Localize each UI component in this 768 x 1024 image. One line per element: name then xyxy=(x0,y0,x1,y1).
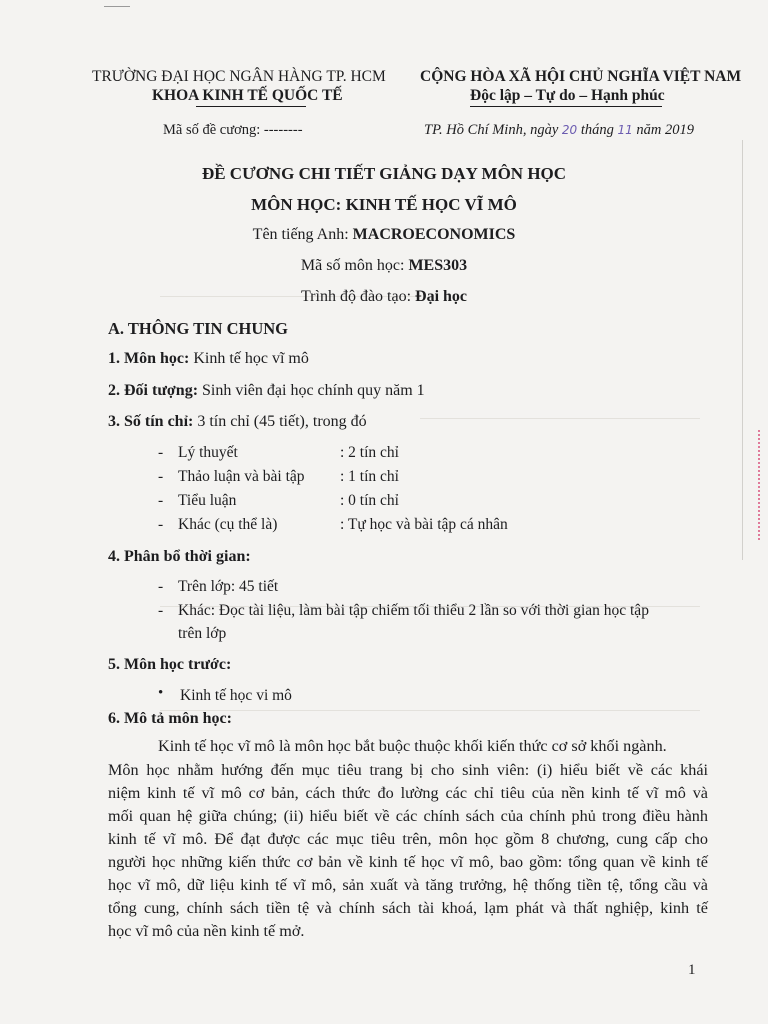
training-level-label: Trình độ đào tạo: xyxy=(300,288,416,305)
motto: Độc lập – Tự do – Hạnh phúc xyxy=(470,87,665,104)
credit-name: Khác (cụ thể là) xyxy=(178,516,278,533)
course-title: MÔN HỌC: KINH TẾ HỌC VĨ MÔ xyxy=(251,195,517,214)
date-day: 20 xyxy=(561,123,578,137)
republic-name: CỘNG HÒA XÃ HỘI CHỦ NGHĨA VIỆT NAM xyxy=(420,68,742,85)
university-name: TRƯỜNG ĐẠI HỌC NGÂN HÀNG TP. HCM xyxy=(92,68,386,85)
description-line: niệm kinh tế vĩ mô cơ bản, cách thức đo lường các chỉ tiêu của nền kinh tế vĩ mô và xyxy=(108,784,708,802)
item-description-label: 6. Mô tả môn học: xyxy=(108,710,232,727)
page-number: 1 xyxy=(688,962,696,978)
credit-value: : 0 tín chỉ xyxy=(340,492,399,509)
item-course-label: 1. Môn học: xyxy=(108,350,190,367)
item-credits-value: 3 tín chỉ (45 tiết), trong đó xyxy=(193,413,367,430)
time-item: Khác: Đọc tài liệu, làm bài tập chiếm tối thiểu 2 lần so với thời gian học tập xyxy=(178,602,649,619)
credit-name: Thảo luận và bài tập xyxy=(178,468,305,485)
english-name-line xyxy=(0,226,768,244)
credit-row: - xyxy=(158,516,164,533)
description-line: người học những kiến thức cơ bản về kinh tế học vĩ mô, bao gồm: tổng quan về kinh tế xyxy=(108,853,708,871)
time-dash: - xyxy=(158,578,164,595)
date-year: năm 2019 xyxy=(636,122,694,138)
date-line xyxy=(424,122,694,139)
motto-underline xyxy=(470,106,662,107)
bleed-through xyxy=(160,710,700,711)
time-dash: - xyxy=(158,602,164,619)
credit-name: Tiểu luận xyxy=(178,492,237,509)
credit-row: - xyxy=(158,492,164,509)
time-item-continued: trên lớp xyxy=(178,625,227,642)
training-level: Đại học xyxy=(415,288,468,305)
date-month-label: tháng xyxy=(580,122,614,138)
scan-mark xyxy=(104,6,130,7)
prereq-item: Kinh tế học vi mô xyxy=(180,687,292,704)
course-code-line xyxy=(0,257,768,275)
bleed-through xyxy=(420,418,700,419)
outline-code: Mã số đề cương: -------- xyxy=(163,122,303,138)
item-credits xyxy=(108,413,367,431)
credit-value: : Tự học và bài tập cá nhân xyxy=(340,516,508,533)
credit-row: - xyxy=(158,468,164,485)
item-audience-value: Sinh viên đại học chính quy năm 1 xyxy=(198,382,425,399)
time-item: Trên lớp: 45 tiết xyxy=(178,578,279,595)
course-code-label: Mã số môn học: xyxy=(300,257,409,274)
english-name: MACROECONOMICS xyxy=(352,226,516,243)
english-name-label: Tên tiếng Anh: xyxy=(252,226,353,243)
description-line: học vĩ mô của nền kinh tế mở. xyxy=(108,922,305,940)
training-level-line xyxy=(0,288,768,306)
description-line: mối quan hệ giữa chúng; (ii) hiểu biết về các chính sách của chính phủ trong điều hành xyxy=(108,807,708,825)
description-line: Môn học nhằm hướng đến mục tiêu trang bị cho sinh viên: (i) hiểu biết về các khái xyxy=(108,761,708,779)
description-line: tổng cung, chính sách tiền tệ và chính sách tài khoá, lạm phát và thất nghiệp, kinh tế xyxy=(108,899,708,917)
date-month: 11 xyxy=(617,123,633,137)
prereq-bullet: • xyxy=(158,685,164,701)
section-a-heading: A. THÔNG TIN CHUNG xyxy=(108,319,289,338)
scan-edge-mark xyxy=(758,430,768,540)
credit-row: - xyxy=(158,444,164,461)
date-prefix: TP. Hồ Chí Minh, ngày xyxy=(424,122,559,138)
description-line: Kinh tế học vĩ mô là môn học bắt buộc thuộc khối kiến thức cơ sở khối ngành. xyxy=(158,737,667,755)
item-prereq-label: 5. Môn học trước: xyxy=(108,656,232,673)
description-line: kinh tế vĩ mô. Để đạt được các mục tiêu trên, môn học gồm 8 chương, cung cấp cho xyxy=(108,830,708,848)
item-credits-label: 3. Số tín chỉ: xyxy=(108,413,194,430)
item-course xyxy=(108,350,309,368)
credit-value: : 2 tín chỉ xyxy=(340,444,399,461)
course-code: MES303 xyxy=(408,257,468,274)
document-title: ĐỀ CƯƠNG CHI TIẾT GIẢNG DẠY MÔN HỌC xyxy=(201,164,567,183)
item-audience xyxy=(108,382,425,400)
faculty-name: KHOA KINH TẾ QUỐC TẾ xyxy=(152,87,343,104)
faculty-underline xyxy=(196,106,306,107)
item-time-label: 4. Phân bổ thời gian: xyxy=(108,548,251,565)
description-line: học vĩ mô, dữ liệu kinh tế vĩ mô, sản xuất và tăng trưởng, hệ thống tiền tệ, tổng cầu và xyxy=(108,876,708,894)
credit-value: : 1 tín chỉ xyxy=(340,468,399,485)
item-course-value: Kinh tế học vĩ mô xyxy=(189,350,309,367)
item-audience-label: 2. Đối tượng: xyxy=(108,382,199,399)
credit-name: Lý thuyết xyxy=(178,444,238,461)
